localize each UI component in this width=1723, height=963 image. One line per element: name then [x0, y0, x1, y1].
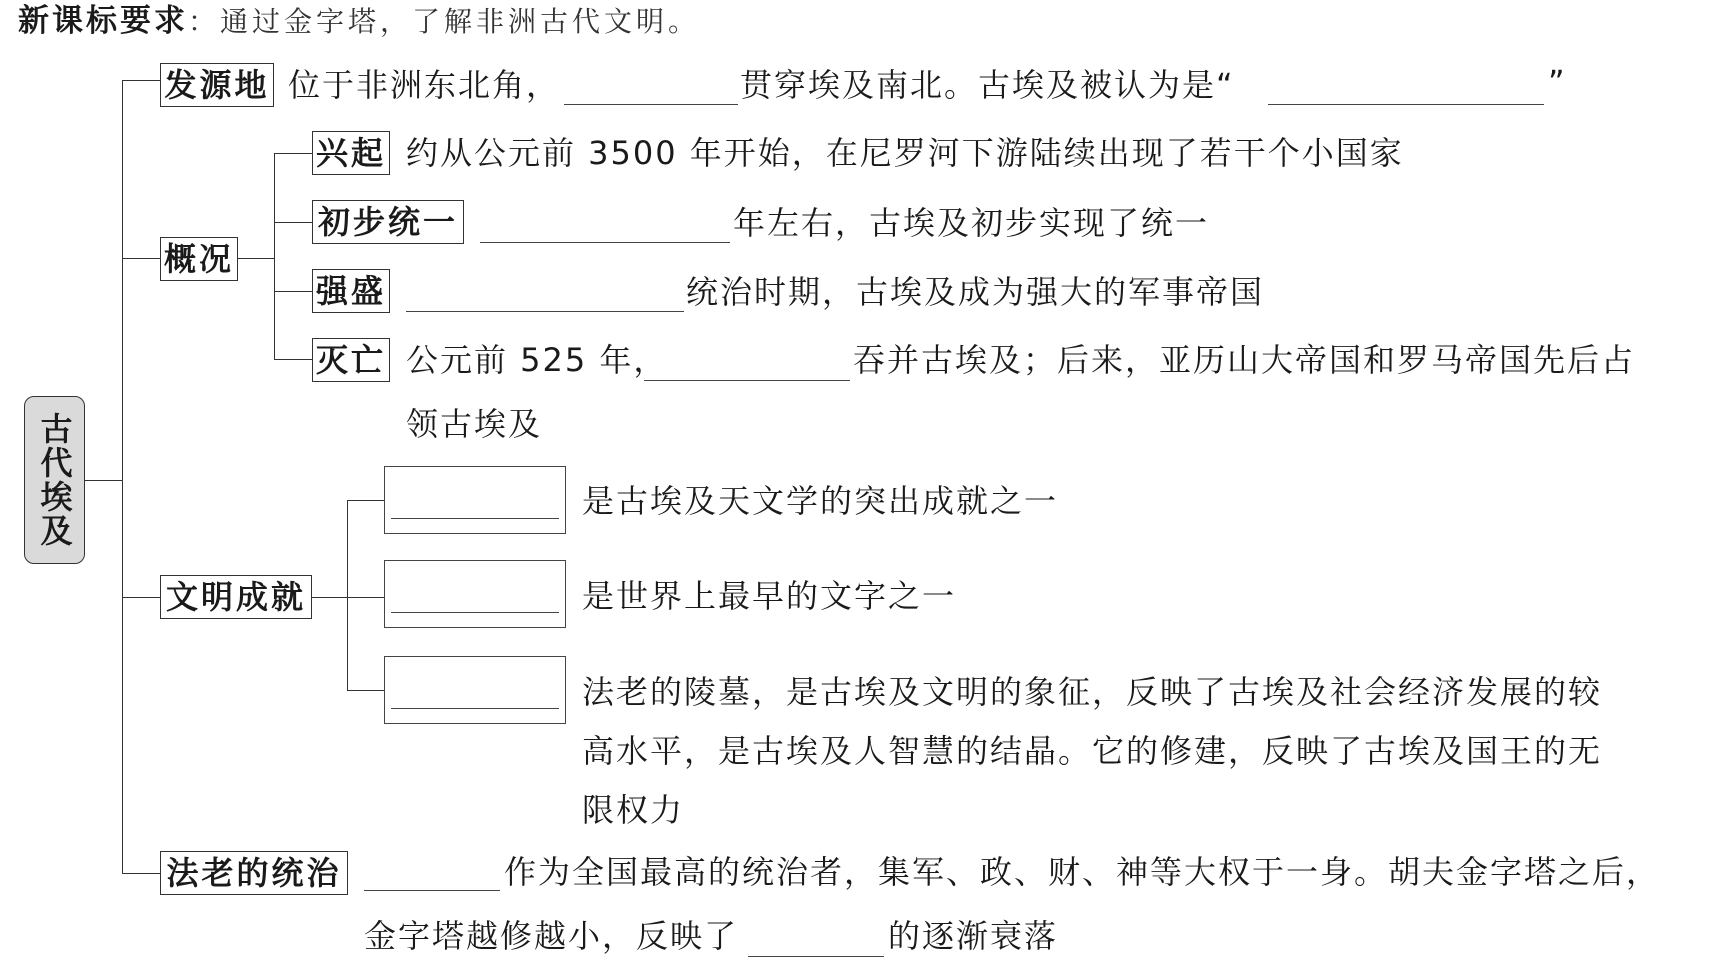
branch-origin	[122, 80, 160, 81]
pharaoh-label-box	[160, 851, 348, 895]
overview-branch-fall	[274, 359, 312, 360]
peak-text: 统治时期，古埃及成为强大的军事帝国	[686, 273, 1265, 311]
fall-text-3: 领古埃及	[406, 405, 543, 443]
root-box	[24, 396, 85, 564]
achievement-text-1: 是古埃及天文学的突出成就之一	[582, 482, 1059, 520]
overview-connector	[238, 258, 275, 259]
header-label: 新课标要求	[18, 3, 188, 39]
peak-label: 强盛	[315, 272, 386, 310]
achievement-answer-box-3[interactable]	[384, 656, 566, 724]
overview-trunk	[274, 153, 275, 359]
main-trunk	[122, 80, 123, 873]
achievement-text-3-line-2: 高水平，是古埃及人智慧的结晶。它的修建，反映了古埃及国王的无	[582, 732, 1603, 770]
overview-branch-peak	[274, 291, 312, 292]
achievements-branch-1	[347, 500, 384, 501]
overview-label: 概况	[163, 240, 234, 278]
branch-overview	[122, 258, 160, 259]
achievements-label: 文明成就	[165, 578, 306, 616]
overview-branch-rise	[274, 153, 312, 154]
unification-label: 初步统一	[317, 203, 458, 241]
fall-blank[interactable]	[644, 380, 850, 381]
unification-label-box	[312, 200, 464, 244]
origin-text-1: 位于非洲东北角，	[288, 66, 561, 104]
origin-text-3: ”	[1548, 63, 1567, 101]
pharaoh-text-1: 作为全国最高的统治者，集军、政、财、神等大权于一身。胡夫金字塔之后，	[504, 853, 1661, 891]
unification-blank[interactable]	[480, 242, 730, 243]
achievement-text-3-line-1: 法老的陵墓，是古埃及文明的象征，反映了古埃及社会经济发展的较	[582, 673, 1603, 711]
pharaoh-blank-1[interactable]	[364, 890, 500, 891]
pharaoh-text-3: 的逐渐衰落	[888, 917, 1059, 955]
achievements-connector	[312, 597, 348, 598]
achievement-answer-box-1[interactable]	[384, 466, 566, 534]
fall-text-2: 吞并古埃及；后来，亚历山大帝国和罗马帝国先后占	[853, 341, 1636, 379]
root-label: 古代埃及	[35, 412, 74, 548]
pharaoh-label: 法老的统治	[166, 854, 342, 892]
achievements-trunk	[347, 500, 348, 690]
peak-blank[interactable]	[406, 311, 684, 312]
rise-text: 约从公元前 3500 年开始，在尼罗河下游陆续出现了若干个小国家	[406, 134, 1404, 172]
achievement-text-2: 是世界上最早的文字之一	[582, 577, 957, 615]
overview-branch-unification	[274, 222, 312, 223]
origin-label-box	[160, 63, 274, 107]
branch-achievements	[122, 597, 160, 598]
achievement-answer-box-2[interactable]	[384, 560, 566, 628]
pharaoh-blank-2[interactable]	[748, 956, 884, 957]
pharaoh-text-2: 金字塔越修越小，反映了	[364, 917, 739, 955]
achievements-branch-2	[347, 597, 384, 598]
header-text: ：通过金字塔，了解非洲古代文明。	[188, 5, 701, 38]
root-connector	[85, 480, 123, 481]
origin-blank-2[interactable]	[1268, 104, 1544, 105]
rise-label: 兴起	[315, 134, 386, 172]
overview-label-box	[160, 237, 238, 281]
origin-text-2: 贯穿埃及南北。古埃及被认为是“	[740, 66, 1235, 104]
rise-label-box	[312, 131, 390, 175]
peak-label-box	[312, 269, 390, 313]
achievements-branch-3	[347, 690, 384, 691]
fall-text-1: 公元前 525 年，	[406, 341, 668, 379]
origin-label: 发源地	[164, 66, 270, 104]
origin-blank-1[interactable]	[564, 104, 738, 105]
header	[18, 3, 701, 39]
fall-label: 灭亡	[315, 341, 386, 379]
achievements-label-box	[160, 575, 312, 619]
branch-pharaoh	[122, 873, 160, 874]
fall-label-box	[312, 338, 390, 382]
achievement-text-3-line-3: 限权力	[582, 791, 685, 829]
unification-text: 年左右，古埃及初步实现了统一	[733, 204, 1210, 242]
